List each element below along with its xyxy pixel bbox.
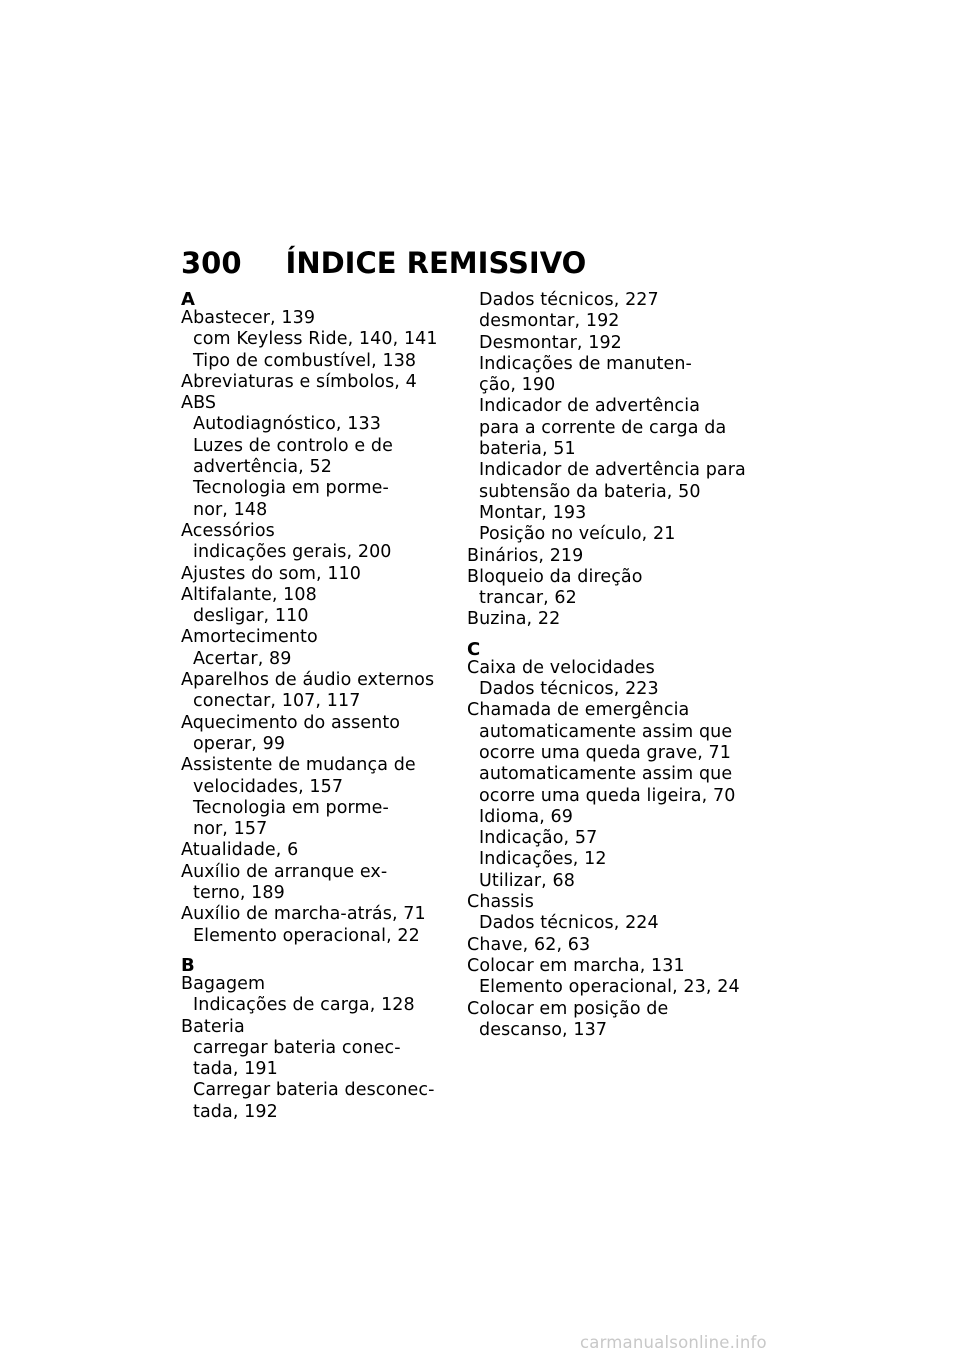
section-letter: A [181, 289, 195, 310]
index-entry: Aquecimento do assento [181, 712, 401, 733]
index-subentry: ocorre uma queda ligeira, 70 [479, 785, 736, 806]
index-entry: ABS [181, 393, 217, 414]
index-entry: Ajustes do som, 110 [181, 563, 362, 584]
index-subentry: Elemento operacional, 23, 24 [479, 977, 740, 998]
index-subentry: indicações gerais, 200 [193, 542, 392, 563]
index-entry: Binários, 219 [467, 545, 584, 566]
page-title: ÍNDICE REMISSIVO [285, 246, 587, 280]
index-subentry: Indicação, 57 [479, 828, 598, 849]
index-subentry: carregar bateria conec- [193, 1037, 401, 1058]
index-subentry: Montar, 193 [479, 502, 587, 523]
index-subentry: Luzes de controlo e de [193, 435, 393, 456]
index-subentry: Tecnologia em porme- [193, 797, 389, 818]
index-subentry: Tecnologia em porme- [193, 478, 389, 499]
index-subentry: Idioma, 69 [479, 806, 574, 827]
index-subentry: Autodiagnóstico, 133 [193, 414, 381, 435]
index-subentry: Indicador de advertência [479, 396, 701, 417]
index-subentry: Carregar bateria desconec- [193, 1080, 435, 1101]
watermark: carmanualsonline.info [580, 1333, 767, 1352]
index-subentry: Indicações, 12 [479, 849, 607, 870]
index-column-left [181, 290, 446, 1134]
index-subentry: Dados técnicos, 223 [479, 679, 659, 700]
index-entry: Colocar em posição de [467, 998, 669, 1019]
index-subentry: Desmontar, 192 [479, 332, 622, 353]
index-subentry: conectar, 107, 117 [193, 691, 361, 712]
index-subentry: Elemento operacional, 22 [193, 925, 420, 946]
index-subentry: ção, 190 [479, 375, 556, 396]
index-subentry: Acertar, 89 [193, 648, 292, 669]
index-subentry: nor, 157 [193, 819, 268, 840]
index-subentry: Tipo de combustível, 138 [193, 350, 417, 371]
index-entry-continuation: descanso, 137 [479, 1019, 608, 1040]
section-letter: C [467, 638, 481, 660]
index-entry: Chassis [467, 892, 534, 913]
index-entry: Acessórios [181, 520, 275, 541]
index-entry: Aparelhos de áudio externos [181, 670, 435, 691]
index-section-b-continued [467, 290, 746, 631]
index-subentry: advertência, 52 [193, 457, 332, 478]
index-subentry: automaticamente assim que [479, 721, 733, 742]
index-subentry: operar, 99 [193, 733, 286, 754]
section-letter: B [181, 954, 195, 976]
index-subentry: Utilizar, 68 [479, 870, 575, 891]
index-subentry: automaticamente assim que [479, 764, 733, 785]
index-entry: Colocar em marcha, 131 [467, 955, 685, 976]
index-entry: Bateria [181, 1016, 245, 1037]
index-entry: Abreviaturas e símbolos, 4 [181, 371, 417, 392]
index-entry: Bloqueio da direção [467, 566, 643, 587]
index-entry: Chamada de emergência [467, 700, 690, 721]
index-entry: Atualidade, 6 [181, 840, 299, 861]
index-subentry: desmontar, 192 [479, 311, 620, 332]
index-subentry: nor, 148 [193, 499, 268, 520]
index-subentry: Dados técnicos, 224 [479, 913, 659, 934]
index-entry: Chave, 62, 63 [467, 934, 591, 955]
index-entry: Auxílio de marcha-atrás, 71 [181, 904, 426, 925]
index-entry: Caixa de velocidades [467, 657, 655, 678]
index-entry: Bagagem [181, 973, 266, 994]
index-entry: Assistente de mudança de [181, 755, 416, 776]
index-entry-continuation: velocidades, 157 [193, 776, 344, 797]
index-column-right [467, 290, 746, 1052]
index-entry: Buzina, 22 [467, 609, 561, 630]
index-section-c [467, 638, 740, 1041]
index-subentry: com Keyless Ride, 140, 141 [193, 329, 438, 350]
index-subentry: Indicações de carga, 128 [193, 995, 415, 1016]
index-entry: Amortecimento [181, 627, 318, 648]
index-entry-continuation: terno, 189 [193, 883, 285, 904]
index-entry: Abastecer, 139 [181, 308, 316, 328]
page-number: 300 [181, 246, 242, 280]
index-subentry: bateria, 51 [479, 439, 576, 460]
index-section-a [181, 289, 446, 947]
index-section-b [181, 954, 446, 1123]
index-entry: Altifalante, 108 [181, 584, 317, 605]
index-subentry: Indicador de advertência para [479, 460, 746, 481]
index-subentry: subtensão da bateria, 50 [479, 481, 701, 502]
page-header [181, 246, 586, 280]
index-subentry: Indicações de manuten- [479, 353, 692, 374]
index-subentry: para a corrente de carga da [479, 417, 727, 438]
index-entry: Auxílio de arranque ex- [181, 861, 388, 882]
index-subentry: ocorre uma queda grave, 71 [479, 742, 731, 763]
index-subentry: Dados técnicos, 227 [479, 290, 659, 310]
index-subentry: tada, 191 [193, 1059, 278, 1080]
index-subentry: Posição no veículo, 21 [479, 524, 676, 545]
index-subentry: desligar, 110 [193, 606, 309, 627]
index-subentry: trancar, 62 [479, 588, 577, 609]
index-subentry: tada, 192 [193, 1101, 278, 1122]
